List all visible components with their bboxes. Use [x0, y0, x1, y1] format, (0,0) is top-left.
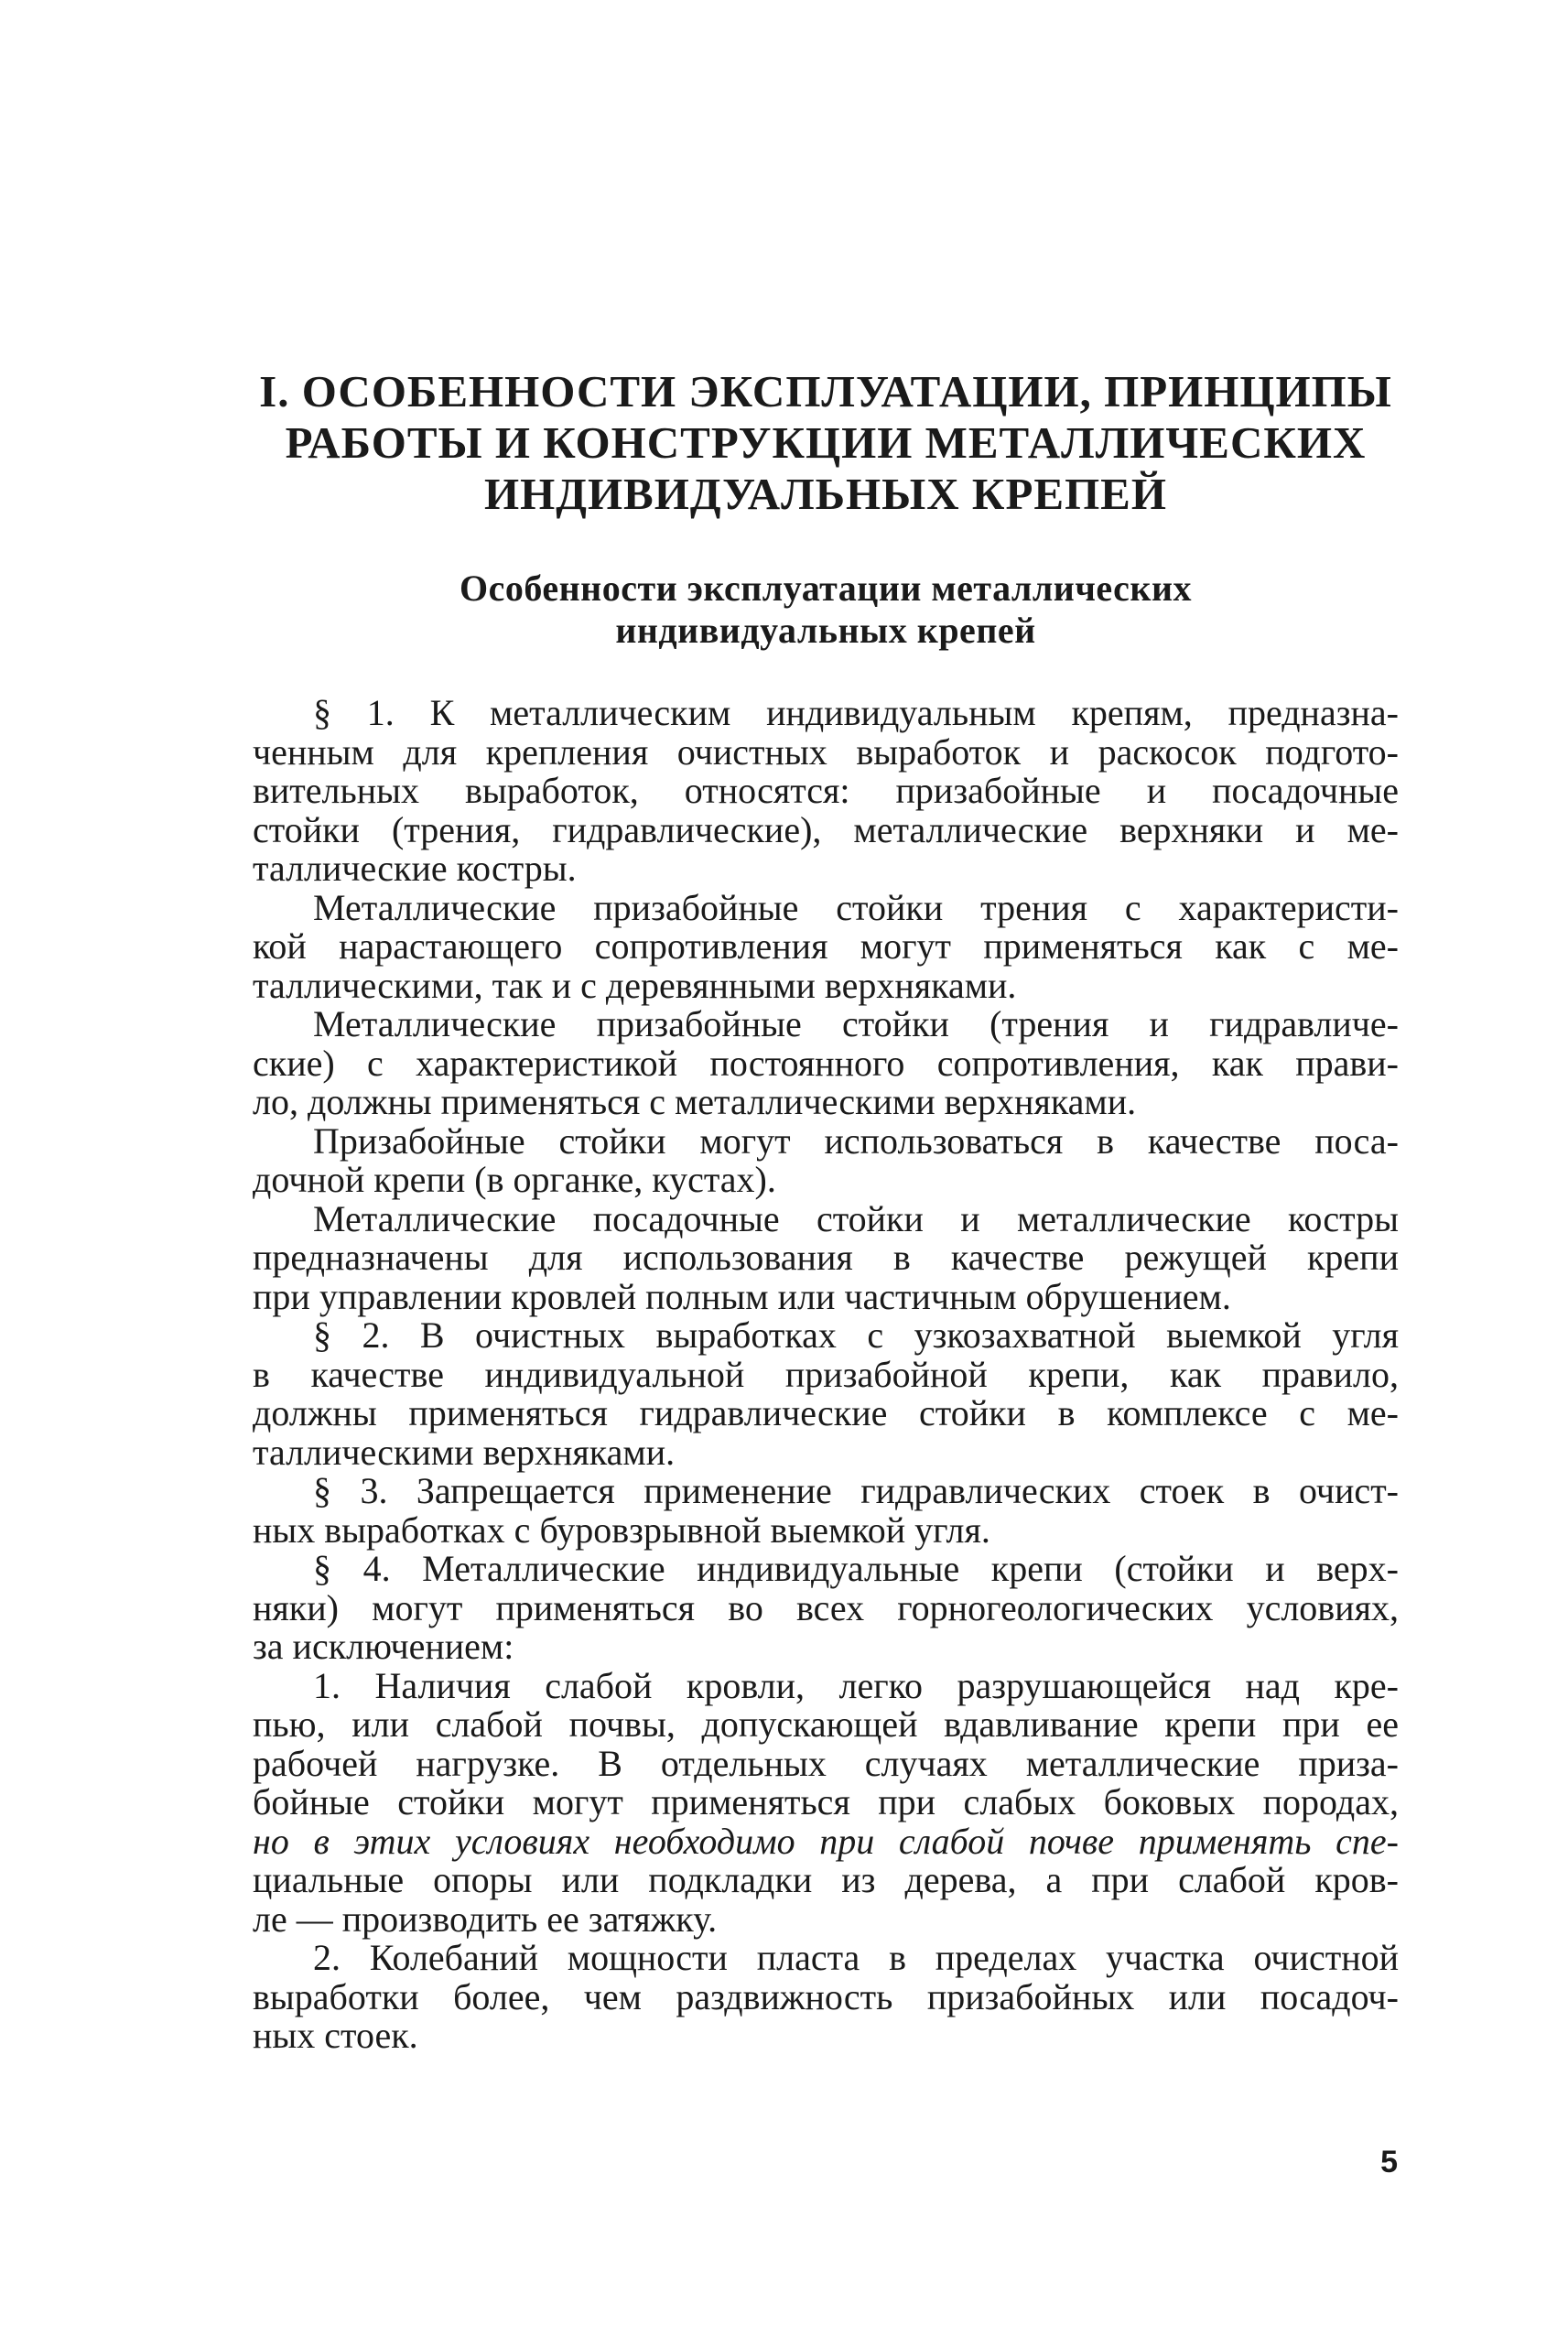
list-item-2 — [253, 1939, 1399, 2056]
text-line: Металлические посадочные стойки и металлические костры — [313, 1197, 1399, 1239]
text-line: бойные стойки могут применяться при слабых боковых породах, — [253, 1781, 1399, 1822]
chapter-title-line: РАБОТЫ И КОНСТРУКЦИИ МЕТАЛЛИЧЕСКИХ — [285, 417, 1367, 468]
text-line: § 3. Запрещается применение гидравлических стоек в очист- — [313, 1470, 1399, 1511]
text-line: Металлические призабойные стойки (трения и гидравличе- — [313, 1003, 1399, 1044]
text-line: дочной крепи (в органке, кустах). — [253, 1159, 776, 1200]
section-title — [253, 568, 1399, 652]
text-line: в качестве индивидуальной призабойной крепи, как правило, — [253, 1353, 1399, 1395]
text-line: выработки более, чем раздвижность призабойных или посадоч- — [253, 1975, 1399, 2017]
text-line: вительных выработок, относятся: призабойные и посадочные — [253, 770, 1399, 811]
text-line: при управлении кровлей полным или частичным обрушением. — [253, 1275, 1231, 1317]
text-line: ские) с характеристикой постоянного сопротивления, как прави- — [253, 1042, 1399, 1084]
text-line: таллическими верхняками. — [253, 1431, 676, 1473]
chapter-title — [253, 366, 1399, 520]
text-line: рабочей нагрузке. В отдельных случаях металлические приза- — [253, 1742, 1399, 1784]
text-line: ных стоек. — [253, 2015, 418, 2056]
paragraph-section-4 — [253, 1550, 1399, 1667]
text-line: Металлические призабойные стойки трения с характеристи- — [313, 886, 1399, 928]
section-title-line: Особенности эксплуатации металлических — [460, 568, 1192, 609]
paragraph — [253, 886, 1399, 1006]
text-line: 1. Наличия слабой кровли, легко разрушающейся над кре- — [313, 1664, 1399, 1706]
paragraph — [253, 1197, 1399, 1317]
text-line: ле — производить ее затяжку. — [253, 1898, 718, 1940]
paragraph-section-1 — [253, 694, 1399, 889]
list-item-1 — [253, 1664, 1399, 1940]
text-line: ло, должны применяться с металлическими верхняками. — [253, 1081, 1137, 1122]
page-number: 5 — [1380, 2145, 1398, 2179]
text-line: предназначены для использования в качестве режущей крепи — [253, 1237, 1399, 1278]
text-line: § 1. К металлическим индивидуальным крепям, предназна- — [313, 692, 1399, 733]
section-title-line: индивидуальных крепей — [615, 610, 1036, 651]
body-text — [253, 694, 1399, 2056]
chapter-title-line: ИНДИВИДУАЛЬНЫХ КРЕПЕЙ — [484, 469, 1167, 519]
chapter-title-line: I. ОСОБЕННОСТИ ЭКСПЛУАТАЦИИ, ПРИНЦИПЫ — [259, 366, 1392, 416]
text-line: § 4. Металлические индивидуальные крепи (стойки и верх- — [313, 1548, 1399, 1589]
text-line: должны применяться гидравлические стойки в комплексе с ме- — [253, 1392, 1399, 1433]
text-line: пью, или слабой почвы, допускающей вдавливание крепи при ее — [253, 1703, 1399, 1745]
text-line: ных выработках с буровзрывной выемкой угля. — [253, 1509, 990, 1551]
text-line: 2. Колебаний мощности пласта в пределах участка очистной — [313, 1937, 1399, 1978]
text-line: таллическими, так и с деревянными верхняками. — [253, 964, 1017, 1006]
text-line: таллические костры. — [253, 848, 577, 889]
text-line: ченным для крепления очистных выработок и раскосок подгото- — [253, 730, 1399, 773]
text-line: Призабойные стойки могут использоваться в качестве поса- — [313, 1119, 1399, 1162]
paragraph — [253, 1119, 1399, 1200]
text-line: стойки (трения, гидравлические), металлические верхняки и ме- — [253, 808, 1399, 850]
paragraph-section-3 — [253, 1472, 1399, 1550]
page-content — [253, 366, 1399, 2056]
paragraph — [253, 1005, 1399, 1122]
text-line: кой нарастающего сопротивления могут применяться как с ме- — [253, 925, 1399, 967]
text-line: няки) могут применяться во всех горногеологических условиях, — [253, 1586, 1399, 1628]
text-line: за исключением: — [253, 1626, 514, 1667]
text-line: § 2. В очистных выработках с узкозахватной выемкой угля — [313, 1314, 1399, 1356]
paragraph-section-2 — [253, 1316, 1399, 1472]
text-line-italic: но в этих условиях необходимо при слабой почве применять спе- — [253, 1820, 1399, 1862]
text-line: циальные опоры или подкладки из дерева, а при слабой кров- — [253, 1859, 1399, 1900]
